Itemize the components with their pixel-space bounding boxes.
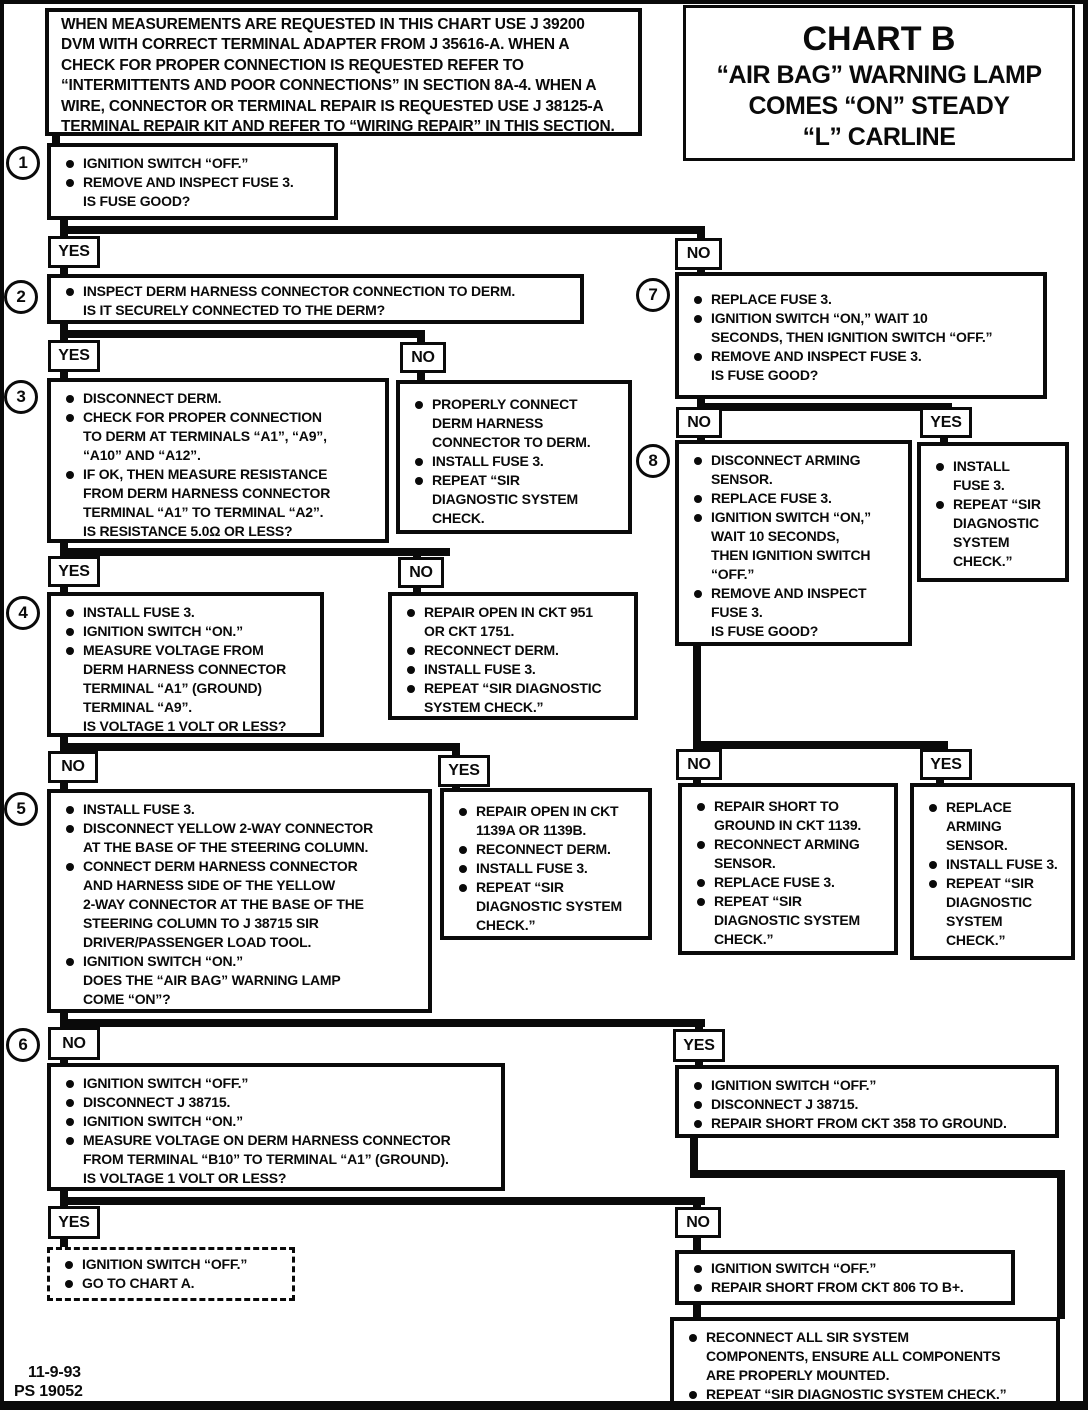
connector-line	[1057, 1170, 1065, 1319]
page-border-right	[1083, 0, 1088, 1409]
branch-s1-no-label: NO	[675, 238, 722, 270]
connector-line	[693, 741, 948, 749]
branch-s8-no-label: NO	[676, 749, 722, 780]
branch-s3-no-label: NO	[398, 557, 444, 588]
page-border-top	[0, 0, 1088, 4]
instructions-box: WHEN MEASUREMENTS ARE REQUESTED IN THIS CHART USE J 39200 DVM WITH CORRECT TERMINAL ADAPTER FROM J 35616-A. WHEN A CHECK FOR PROPER CONNECTION IS REQUESTED REFER TO “INTERMITTENTS AND POOR CONNECTIONS” IN SECTION 8A-4. WHEN A WIRE, CONNECTOR OR TERMINAL REPAIR IS REQUESTED USE J 38125-A TERMINAL REPAIR KIT AND REFER TO “WIRING REPAIR” IN THIS SECTION.	[45, 8, 642, 136]
connector-line	[60, 1197, 705, 1205]
box-connect-derm: PROPERLY CONNECT DERM HARNESS CONNECTOR TO DERM. INSTALL FUSE 3. REPEAT “SIR DIAGNOSTIC SYSTEM CHECK.	[396, 380, 632, 534]
step-box-3: DISCONNECT DERM. CHECK FOR PROPER CONNECTION TO DERM AT TERMINALS “A1”, “A9”, “A10” AND “A12”. IF OK, THEN MEASURE RESISTANCE FROM DERM HARNESS CONNECTOR TERMINAL “A1” TO TERMINAL “A2”. IS RESISTANCE 5.0Ω OR LESS?	[47, 378, 389, 543]
box-replace-arming: REPLACE ARMING SENSOR. INSTALL FUSE 3. REPEAT “SIR DIAGNOSTIC SYSTEM CHECK.”	[910, 783, 1075, 960]
step-circle-1: 1	[6, 146, 40, 180]
chart-subtitle-1: “AIR BAG” WARNING LAMP	[716, 61, 1042, 89]
branch-s6-no-label: NO	[675, 1207, 721, 1238]
connector-line	[697, 403, 952, 411]
step-box-2: INSPECT DERM HARNESS CONNECTOR CONNECTION TO DERM. IS IT SECURELY CONNECTED TO THE DERM?	[47, 274, 584, 324]
branch-s1-yes-label: YES	[48, 236, 100, 268]
step-circle-8: 8	[636, 444, 670, 478]
branch-s7-no-label: NO	[676, 407, 722, 438]
step-box-5: INSTALL FUSE 3. DISCONNECT YELLOW 2-WAY CONNECTOR AT THE BASE OF THE STEERING COLUMN. CONNECT DERM HARNESS CONNECTOR AND HARNESS SIDE OF THE YELLOW 2-WAY CONNECTOR AT THE BASE OF THE STEERING COLUMN TO J 38715 SIR DRIVER/PASSENGER LOAD TOOL. IGNITION SWITCH “ON.” DOES THE “AIR BAG” WARNING LAMP COME “ON”?	[47, 789, 432, 1013]
branch-s8-yes-label: YES	[920, 749, 972, 780]
chart-title-box	[683, 5, 1075, 161]
branch-s2-yes-label: YES	[48, 340, 100, 372]
branch-s4-no-label: NO	[48, 751, 98, 783]
footer-code: PS 19052	[14, 1383, 83, 1400]
connector-line	[60, 548, 450, 556]
step-box-8: DISCONNECT ARMING SENSOR. REPLACE FUSE 3. IGNITION SWITCH “ON,” WAIT 10 SECONDS, THEN IGNITION SWITCH “OFF.” REMOVE AND INSPECT FUSE 3. IS FUSE GOOD?	[675, 440, 912, 646]
footer-date: 11-9-93	[28, 1364, 81, 1381]
branch-s4-yes-label: YES	[438, 755, 490, 787]
box-repair-ckt806: IGNITION SWITCH “OFF.” REPAIR SHORT FROM CKT 806 TO B+.	[675, 1250, 1015, 1305]
step-box-1: IGNITION SWITCH “OFF.” REMOVE AND INSPECT FUSE 3. IS FUSE GOOD?	[47, 143, 338, 220]
box-repair-short-1139: REPAIR SHORT TO GROUND IN CKT 1139. RECONNECT ARMING SENSOR. REPLACE FUSE 3. REPEAT “SIR DIAGNOSTIC SYSTEM CHECK.”	[678, 783, 898, 955]
step-box-7: REPLACE FUSE 3. IGNITION SWITCH “ON,” WAIT 10 SECONDS, THEN IGNITION SWITCH “OFF.” REMOVE AND INSPECT FUSE 3. IS FUSE GOOD?	[675, 272, 1047, 399]
step-circle-4: 4	[6, 596, 40, 630]
branch-s7-yes-label: YES	[920, 407, 972, 438]
page-border-left	[0, 0, 4, 1409]
step-circle-6: 6	[6, 1028, 40, 1062]
step-box-6: IGNITION SWITCH “OFF.” DISCONNECT J 38715. IGNITION SWITCH “ON.” MEASURE VOLTAGE ON DERM HARNESS CONNECTOR FROM TERMINAL “B10” TO TERMINAL “A1” (GROUND). IS VOLTAGE 1 VOLT OR LESS?	[47, 1063, 505, 1191]
connector-line	[60, 743, 460, 751]
box-repair-ckt951: REPAIR OPEN IN CKT 951 OR CKT 1751. RECONNECT DERM. INSTALL FUSE 3. REPEAT “SIR DIAGNOSTIC SYSTEM CHECK.”	[388, 592, 638, 720]
box-go-chart-a: IGNITION SWITCH “OFF.” GO TO CHART A.	[47, 1247, 295, 1301]
step-circle-5: 5	[4, 792, 38, 826]
chart-subtitle-2: COMES “ON” STEADY	[748, 92, 1010, 120]
branch-s6-yes-label: YES	[48, 1206, 100, 1239]
step-circle-7: 7	[636, 278, 670, 312]
connector-line	[60, 226, 705, 234]
chart-title: CHART B	[802, 20, 956, 58]
box-reconnect-all: RECONNECT ALL SIR SYSTEM COMPONENTS, ENSURE ALL COMPONENTS ARE PROPERLY MOUNTED. REPEAT “SIR DIAGNOSTIC SYSTEM CHECK.”	[670, 1317, 1060, 1405]
step-circle-3: 3	[4, 380, 38, 414]
step-box-4: INSTALL FUSE 3. IGNITION SWITCH “ON.” MEASURE VOLTAGE FROM DERM HARNESS CONNECTOR TERMINAL “A1” (GROUND) TERMINAL “A9”. IS VOLTAGE 1 VOLT OR LESS?	[47, 592, 324, 737]
connector-line	[60, 1019, 705, 1027]
connector-line	[690, 1170, 1065, 1178]
connector-line	[60, 330, 425, 338]
branch-s2-no-label: NO	[400, 342, 446, 373]
box-repair-ckt1139ab: REPAIR OPEN IN CKT 1139A OR 1139B. RECONNECT DERM. INSTALL FUSE 3. REPEAT “SIR DIAGNOSTIC SYSTEM CHECK.”	[440, 788, 652, 940]
branch-s5-yes-label: YES	[673, 1029, 725, 1062]
branch-s3-yes-label: YES	[48, 556, 100, 587]
chart-subtitle-3: “L” CARLINE	[802, 123, 956, 151]
step-circle-2: 2	[4, 280, 38, 314]
branch-s5-no-label: NO	[48, 1027, 100, 1060]
box-repair-ckt358: IGNITION SWITCH “OFF.” DISCONNECT J 38715. REPAIR SHORT FROM CKT 358 TO GROUND.	[675, 1065, 1059, 1138]
box-install-fuse-sir: INSTALL FUSE 3. REPEAT “SIR DIAGNOSTIC SYSTEM CHECK.”	[917, 442, 1069, 582]
